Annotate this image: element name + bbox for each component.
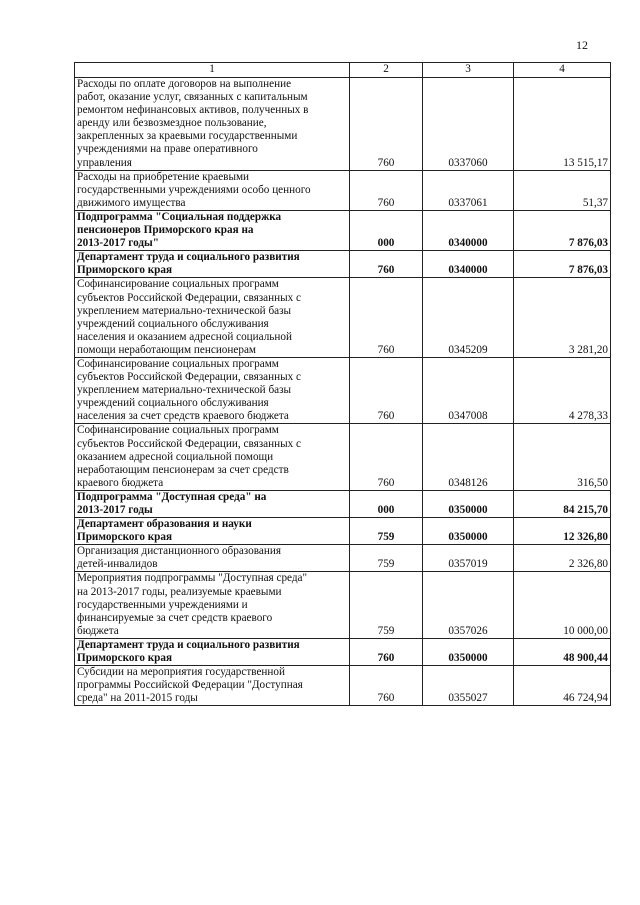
row-amount: 7 876,03: [514, 251, 611, 278]
row-amount: 48 900,44: [514, 638, 611, 665]
row-name: Расходы на приобретение краевыми государственными учреждениями особо ценного движимого имущества: [77, 170, 311, 209]
table-row: [75, 572, 611, 638]
row-code: 0357019: [423, 545, 514, 572]
row-name: Расходы по оплате договоров на выполнение работ, оказание услуг, связанных с капитальным ремонтом нефинансовых активов, полученных в аренду или безвозмездное пользование, закрепленных за краевыми государственными учреждениями на праве оперативного управления: [77, 78, 309, 169]
row-code: 0350000: [423, 518, 514, 545]
row-amount: 13 515,17: [514, 78, 611, 171]
row-dept: 000: [350, 210, 423, 250]
row-name: Департамент образования и науки Приморского края: [77, 518, 252, 544]
row-amount: 12 326,80: [514, 518, 611, 545]
row-name: Софинансирование социальных программ субъектов Российской Федерации, связанных с укреплением материально-технической базы учреждений социального обслуживания населения и оказанием адресной социальной помощи неработающим пенсионерам: [77, 278, 301, 356]
row-dept: 760: [350, 638, 423, 665]
row-name: Подпрограмма "Доступная среда" на 2013-2017 годы: [77, 490, 267, 516]
row-code: 0348126: [423, 424, 514, 490]
row-name: Софинансирование социальных программ субъектов Российской Федерации, связанных с укреплением материально-технической базы учреждений социального обслуживания населения за счет средств краевого бюджета: [77, 357, 301, 423]
row-dept: 759: [350, 572, 423, 638]
row-dept: 760: [350, 251, 423, 278]
row-amount: 51,37: [514, 170, 611, 210]
table-row: [75, 357, 611, 423]
row-amount: 46 724,94: [514, 666, 611, 706]
row-dept: 760: [350, 78, 423, 171]
row-amount: 3 281,20: [514, 278, 611, 358]
row-code: 0340000: [423, 251, 514, 278]
row-amount: 2 326,80: [514, 545, 611, 572]
header-col-4: 4: [514, 63, 611, 78]
row-code: 0357026: [423, 572, 514, 638]
budget-table: [74, 62, 611, 706]
row-code: 0350000: [423, 638, 514, 665]
table-row: [75, 78, 611, 171]
row-code: 0350000: [423, 490, 514, 517]
row-name: Департамент труда и социального развития Приморского края: [77, 251, 300, 277]
row-dept: 759: [350, 545, 423, 572]
row-code: 0337061: [423, 170, 514, 210]
row-name: Софинансирование социальных программ субъектов Российской Федерации, связанных с оказанием адресной социальной помощи неработающим пенсионерам за счет средств краевого бюджета: [77, 424, 301, 489]
table-row: [75, 210, 611, 250]
row-code: 0355027: [423, 666, 514, 706]
table-row: [75, 545, 611, 572]
row-name: Мероприятия подпрограммы "Доступная среда" на 2013-2017 годы, реализуемые краевыми государственными учреждениями и финансируемые за счет средств краевого бюджета: [77, 572, 308, 637]
row-dept: 760: [350, 424, 423, 490]
row-amount: 7 876,03: [514, 210, 611, 250]
table-header-row: [75, 63, 611, 78]
row-code: 0347008: [423, 357, 514, 423]
row-dept: 759: [350, 518, 423, 545]
table-row: [75, 490, 611, 517]
row-name: Подпрограмма "Социальная поддержка пенсионеров Приморского края на 2013-2017 годы": [77, 210, 282, 250]
row-dept: 760: [350, 170, 423, 210]
row-name: Департамент труда и социального развития Приморского края: [77, 638, 300, 665]
table-row: [75, 278, 611, 358]
table-row: [75, 638, 611, 665]
header-col-2: 2: [350, 63, 423, 78]
row-amount: 316,50: [514, 424, 611, 490]
row-dept: 760: [350, 357, 423, 423]
page-number: 12: [576, 38, 588, 52]
table-row: [75, 424, 611, 490]
table-row: [75, 251, 611, 278]
row-amount: 4 278,33: [514, 357, 611, 423]
table-row: [75, 518, 611, 545]
row-name: Субсидии на мероприятия государственной программы Российской Федерации "Доступная среда" на 2011-2015 годы: [77, 666, 303, 705]
row-amount: 84 215,70: [514, 490, 611, 517]
row-name: Организация дистанционного образования детей-инвалидов: [77, 545, 281, 571]
table-row: [75, 666, 611, 706]
row-dept: 760: [350, 666, 423, 706]
table-row: [75, 170, 611, 210]
row-code: 0337060: [423, 78, 514, 171]
row-dept: 760: [350, 278, 423, 358]
header-col-1: 1: [75, 63, 350, 78]
header-col-3: 3: [423, 63, 514, 78]
row-amount: 10 000,00: [514, 572, 611, 638]
row-code: 0345209: [423, 278, 514, 358]
row-dept: 000: [350, 490, 423, 517]
row-code: 0340000: [423, 210, 514, 250]
